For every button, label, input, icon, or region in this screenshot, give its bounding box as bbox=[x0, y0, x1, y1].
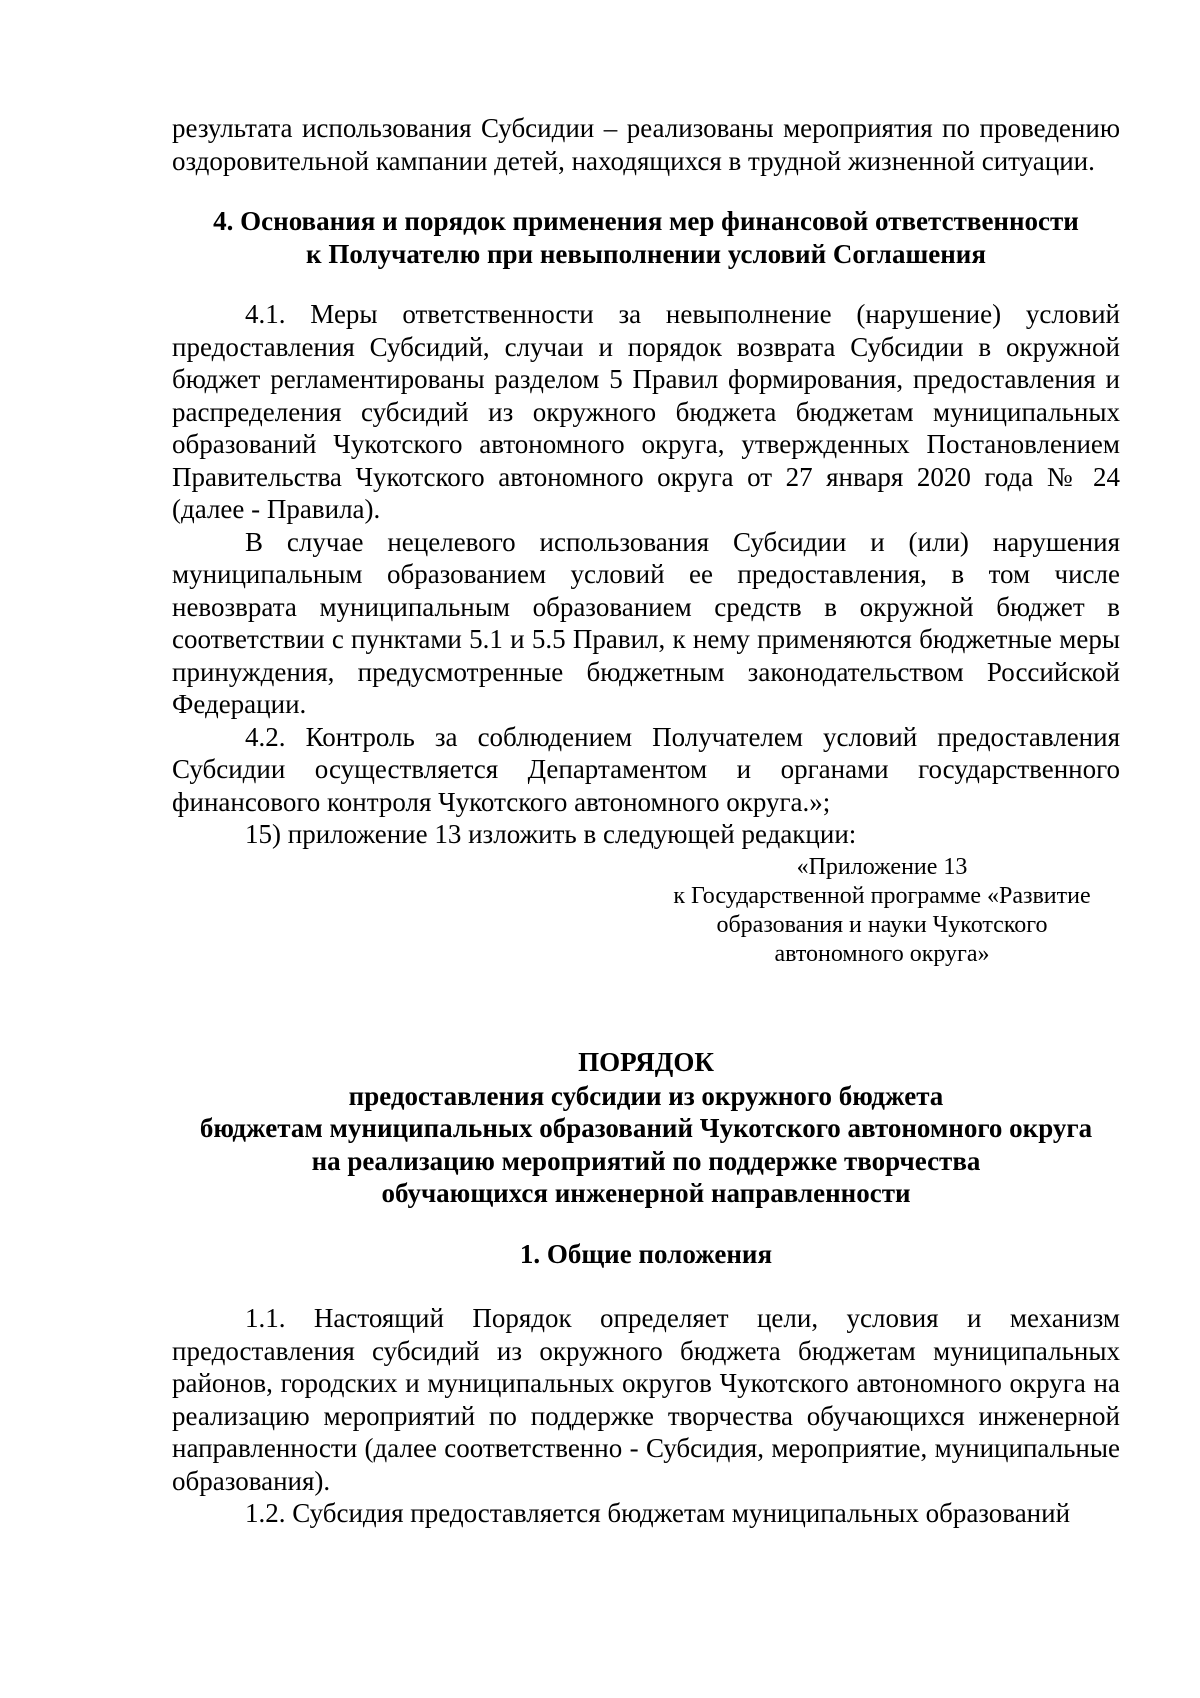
paragraph-4-1: 4.1. Меры ответственности за невыполнение (нарушение) условий предоставления Субсидий, случаи и порядок возврата Субсидии в окружной бюджет регламентированы разделом 5 Правил формирования, предоставления и распределения субсидий из окружного бюджета бюджетам муниципальных образований Чукотского автономного округа, утвержденных Постановлением Правительства Чукотского автономного округа от 27 января 2020 года № 24 (далее - Правила). bbox=[172, 299, 1120, 524]
document-title-block bbox=[172, 1044, 1120, 1210]
document-subtitle-line-4: обучающихся инженерной направленности bbox=[381, 1178, 911, 1208]
appendix-ref-line-2: к Государственной программе «Развитие bbox=[673, 882, 1091, 909]
appendix-ref-line-4: автономного округа» bbox=[774, 940, 990, 967]
document-subtitle bbox=[172, 1080, 1120, 1210]
appendix-reference bbox=[652, 853, 1112, 969]
document-page bbox=[172, 112, 1120, 1530]
document-subtitle-line-3: на реализацию мероприятий по поддержке творчества bbox=[311, 1145, 981, 1176]
document-subtitle-line-1: предоставления субсидии из окружного бюджета bbox=[348, 1080, 944, 1111]
paragraph-4-1-continued: В случае нецелевого использования Субсидии и (или) нарушения муниципальным образованием условий ее предоставления, в том числе невозврата муниципальным образованием средств в окружной бюджет в соответствии с пунктами 5.1 и 5.5 Правил, к нему применяются бюджетные меры принуждения, предусмотренные бюджетным законодательством Российской Федерации. bbox=[172, 526, 1120, 719]
section-1-heading: 1. Общие положения bbox=[519, 1238, 773, 1269]
document-subtitle-line-2: бюджетам муниципальных образований Чукотского автономного округа bbox=[199, 1113, 1093, 1143]
section-4-heading-line-2: к Получателю при невыполнении условий Соглашения bbox=[306, 238, 986, 269]
section-4-heading-line-1: 4. Основания и порядок применения мер финансовой ответственности bbox=[213, 206, 1079, 236]
paragraph-1-1: 1.1. Настоящий Порядок определяет цели, условия и механизм предоставления субсидий из окружного бюджета бюджетам муниципальных районов, городских и муниципальных округов Чукотского автономного округа на реализацию мероприятий по поддержке творчества обучающихся инженерной направленности (далее соответственно - Субсидия, мероприятие, муниципальные образования). bbox=[172, 1303, 1120, 1496]
document-title: ПОРЯДОК bbox=[578, 1046, 714, 1077]
paragraph-1-2: 1.2. Субсидия предоставляется бюджетам муниципальных образований bbox=[245, 1498, 1071, 1528]
paragraph-15: 15) приложение 13 изложить в следующей редакции: bbox=[245, 819, 857, 849]
section-4-heading bbox=[172, 205, 1120, 270]
appendix-ref-line-1: «Приложение 13 bbox=[796, 853, 968, 880]
appendix-ref-line-3: образования и науки Чукотского bbox=[716, 911, 1048, 938]
carryover-paragraph: результата использования Субсидии – реализованы мероприятия по проведению оздоровительной кампании детей, находящихся в трудной жизненной ситуации. bbox=[172, 113, 1120, 176]
paragraph-4-2: 4.2. Контроль за соблюдением Получателем условий предоставления Субсидии осуществляется Департаментом и органами государственного финансового контроля Чукотского автономного округа.»; bbox=[172, 721, 1120, 817]
